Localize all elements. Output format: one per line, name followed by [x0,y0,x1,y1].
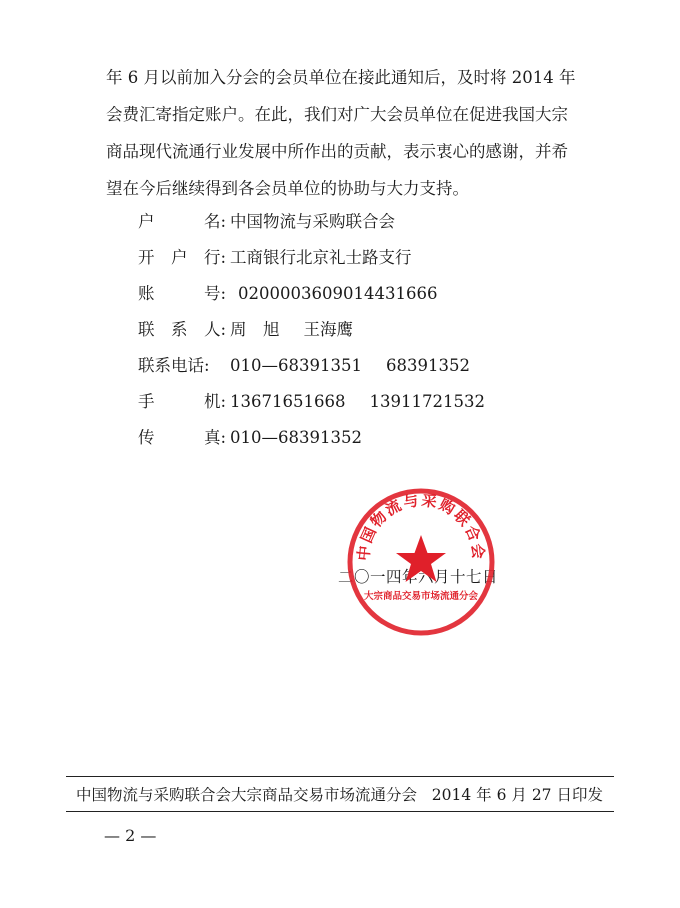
mobile-number-1: 13671651668 [230,392,346,411]
contact-person-1: 周 旭 [230,320,280,339]
footer-issuer-line [76,783,603,805]
footer-bottom-rule [66,811,614,812]
account-holder-label: 户 名: [138,212,226,231]
footer-issue-date: 2014 年 6 月 27 日印发 [431,786,603,804]
contact-person-2: 王海鹰 [303,320,353,339]
official-seal-icon [346,487,496,637]
account-holder-value: 中国物流与采购联合会 [230,212,395,231]
issue-date: 二〇一四年六月十七日 [338,568,499,586]
phone-label: 联系电话: [138,356,210,375]
contact-row [138,312,485,348]
footer-top-rule [66,776,614,777]
page-number: — 2 — [104,826,157,845]
mobile-value [226,384,485,420]
seal-outer-text: 中国物流与采购联合会 [354,491,488,562]
mobile-label: 手 机: [138,392,226,411]
account-holder-row [138,204,485,240]
bank-value: 工商银行北京礼士路支行 [230,248,412,267]
mobile-number-2: 13911721532 [369,392,485,411]
mobile-row [138,384,485,420]
bank-label: 开 户 行: [138,248,226,267]
phone-number-2: 68391352 [385,356,470,375]
fax-label: 传 真: [138,428,226,447]
contact-value [226,312,353,348]
body-line-4: 望在今后继续得到各会员单位的协助与大力支持。 [106,179,469,198]
body-line-2: 会费汇寄指定账户。在此，我们对广大会员单位在促进我国大宗 [106,105,568,124]
phone-row [138,348,485,384]
account-number-label: 账 号: [138,284,226,303]
fax-value: 010—68391352 [230,428,362,447]
seal-inner-text: 大宗商品交易市场流通分会 [363,591,479,602]
contact-label: 联 系 人: [138,320,226,339]
phone-value [226,348,470,384]
fax-row [138,420,485,456]
phone-number-1: 010—68391351 [230,356,362,375]
bank-row [138,240,485,276]
body-line-1: 年 6 月以前加入分会的会员单位在接此通知后，及时将 2014 年 [106,68,576,87]
footer-issuer: 中国物流与采购联合会大宗商品交易市场流通分会 [76,786,418,804]
account-number-value: 0200003609014431666 [238,284,438,303]
account-number-row [138,276,485,312]
body-line-3: 商品现代流通行业发展中所作出的贡献，表示衷心的感谢，并希 [106,142,568,161]
seal-star-icon [396,535,446,582]
account-info [138,204,485,456]
body-paragraph [106,59,586,207]
